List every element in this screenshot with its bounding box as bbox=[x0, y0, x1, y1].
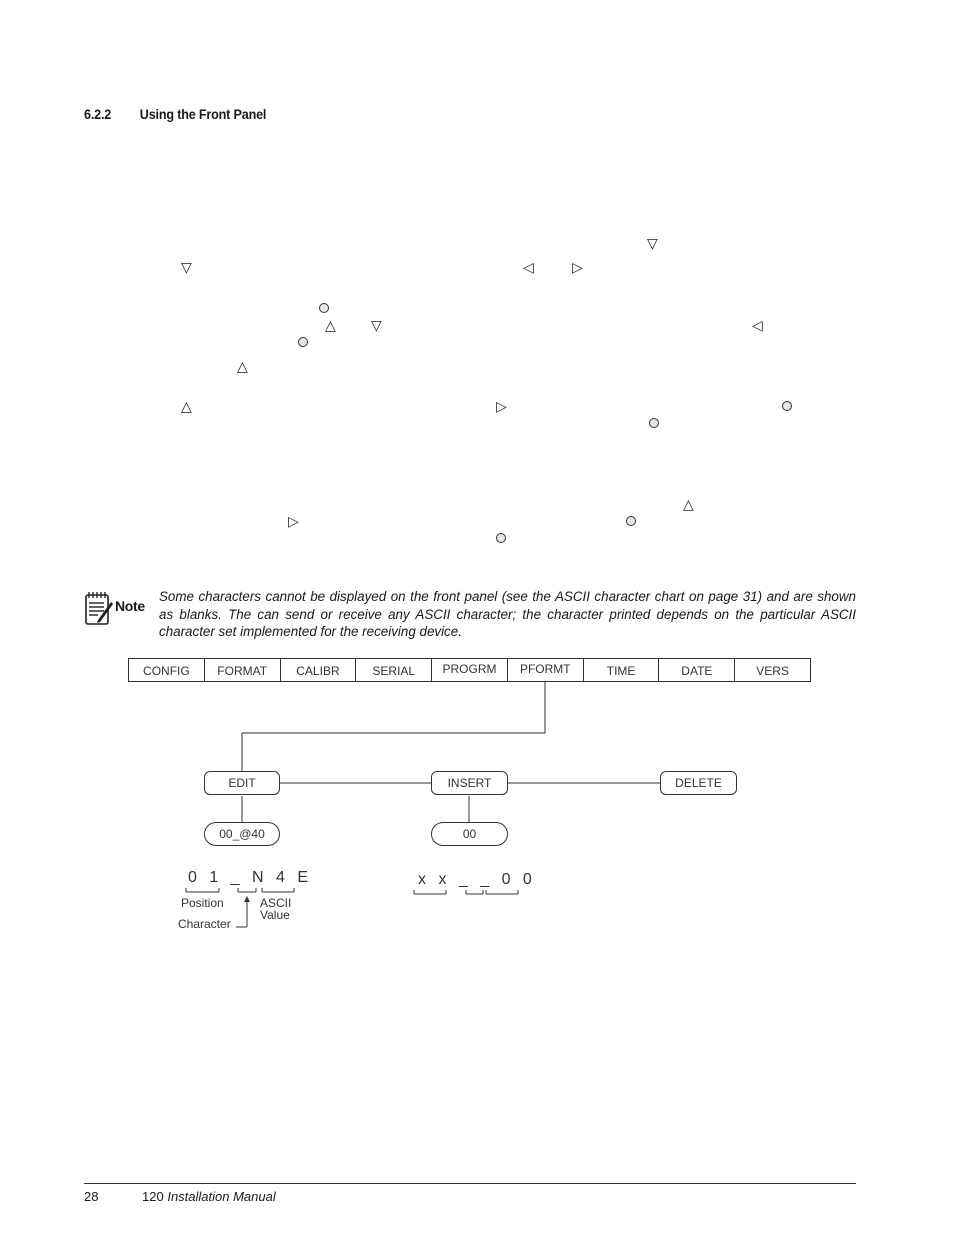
note-label: Note bbox=[115, 598, 145, 614]
menu-item-config[interactable]: CONFIG bbox=[129, 659, 205, 681]
insert-value-field[interactable]: 00 bbox=[431, 822, 508, 846]
menu-item-calibr[interactable]: CALIBR bbox=[281, 659, 357, 681]
left-arrow-key-icon: ◁ bbox=[523, 260, 534, 276]
right-arrow-key-icon: ▷ bbox=[572, 260, 583, 276]
up-arrow-key-icon: △ bbox=[683, 497, 694, 513]
menu-item-serial[interactable]: SERIAL bbox=[356, 659, 432, 681]
value-label: Value bbox=[260, 908, 290, 922]
position-label: Position bbox=[181, 896, 224, 910]
manual-title bbox=[142, 1189, 276, 1204]
edit-display-example: 0 1 _ N 4 E bbox=[188, 869, 313, 886]
down-arrow-key-icon: ▽ bbox=[181, 260, 192, 276]
manual-number: 120 bbox=[142, 1189, 164, 1204]
right-arrow-key-icon: ▷ bbox=[288, 514, 299, 530]
up-arrow-key-icon: △ bbox=[325, 318, 336, 334]
insert-button[interactable]: INSERT bbox=[431, 771, 508, 795]
delete-button[interactable]: DELETE bbox=[660, 771, 737, 795]
ascii-label: ASCII bbox=[260, 896, 292, 910]
down-arrow-key-icon: ▽ bbox=[647, 236, 658, 252]
edit-value-field[interactable]: 00_@40 bbox=[204, 822, 280, 846]
page-number: 28 bbox=[84, 1189, 99, 1204]
left-arrow-key-icon: ◁ bbox=[752, 318, 763, 334]
insert-display-example: x x _ _ 0 0 bbox=[418, 871, 536, 888]
edit-button[interactable]: EDIT bbox=[204, 771, 280, 795]
character-label: Character bbox=[178, 917, 231, 931]
section-title: Using the Front Panel bbox=[139, 106, 267, 122]
manual-title-text: Installation Manual bbox=[167, 1189, 276, 1204]
section-number: 6.2.2 bbox=[84, 106, 112, 122]
up-arrow-key-icon: △ bbox=[237, 359, 248, 375]
up-arrow-key-icon: △ bbox=[181, 399, 192, 415]
right-arrow-key-icon: ▷ bbox=[496, 399, 507, 415]
note-text: Some characters cannot be displayed on the front panel (see the ASCII character chart on page 31) and are shown as blanks. The can send or receive any ASCII character; the character printed depends on the particular ASCII character set implemented for the receiving device. bbox=[159, 589, 856, 640]
menu-item-pformt[interactable]: PFORMT bbox=[508, 659, 584, 681]
down-arrow-key-icon: ▽ bbox=[371, 318, 382, 334]
menu-item-format[interactable]: FORMAT bbox=[205, 659, 281, 681]
menu-item-date[interactable]: DATE bbox=[659, 659, 735, 681]
menu-item-progrm[interactable]: PROGRM bbox=[432, 659, 508, 681]
footer-rule bbox=[84, 1183, 856, 1184]
menu-item-time[interactable]: TIME bbox=[584, 659, 660, 681]
menu-item-vers[interactable]: VERS bbox=[756, 664, 789, 678]
